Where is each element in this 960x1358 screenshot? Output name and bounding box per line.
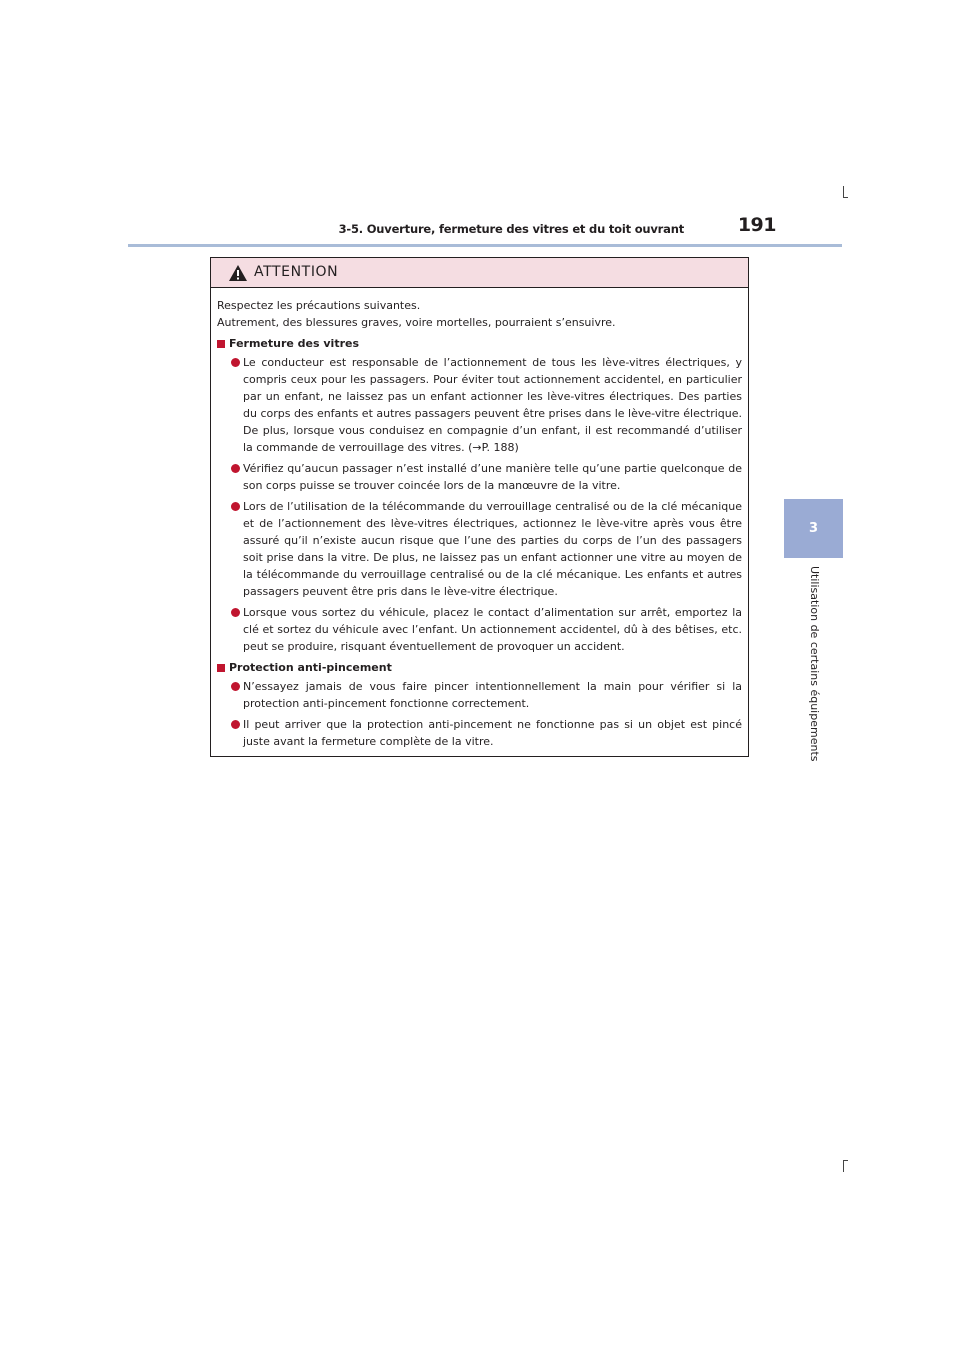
crop-mark-top-tick [843,197,848,198]
red-square-icon [217,340,225,348]
crop-mark-bottom-tick [843,1160,848,1161]
warning-header [211,258,748,288]
intro-line: Respectez les précautions suivantes. [217,299,421,312]
red-dot-icon [231,608,240,617]
red-dot-icon [231,720,240,729]
section-title-text: Protection anti-pincement [229,661,392,674]
chapter-tab: 3 [784,499,843,558]
bullet-item [217,460,742,494]
bullet-item [217,678,742,712]
section-title [217,659,742,676]
bullet-text: Lors de l’utilisation de la télécommande du verrouillage centralisé ou de la clé mécanique et de l’actionnement des lève-vitres électriques, actionnez le lève-vitre après vous être assuré qu’il n’existe aucun risque que l’une des parties du corps de l’un des passagers soit prise dans la vitre. De plus, ne laissez pas un enfant actionner une vitre au moyen de la télécommande du verrouillage centralisé ou de la clé mécanique. Les enfants et autres passagers peuvent être pris dans le lève-vitre électrique. [243,500,742,598]
bullet-item [217,716,742,750]
red-dot-icon [231,682,240,691]
bullet-item [217,604,742,655]
bullet-item [217,354,742,456]
warning-body [211,288,748,750]
section-anti-pinch [217,659,742,750]
header-rule [128,244,842,247]
bullet-text: Le conducteur est responsable de l’actionnement de tous les lève-vitres électriques, y compris ceux pour les passagers. Pour éviter tout actionnement accidentel, en particulier par un enfant, ne laissez pas un enfant actionner les lève-vitres électriques. Des parties du corps des enfants et autres passagers peuvent être prises dans le lève-vitre électrique. De plus, lorsque vous conduisez en compagnie d’un enfant, il est recommandé d’utiliser la commande de verrouillage des vitres. (→P. 188) [243,356,742,454]
bullet-text: N’essayez jamais de vous faire pincer intentionnellement la main pour vérifier si la protection anti-pincement fonctionne correctement. [243,680,742,710]
section-header-title: 3-5. Ouverture, fermeture des vitres et du toit ouvrant [338,222,684,236]
warning-box [210,257,749,757]
red-dot-icon [231,464,240,473]
bullet-text: Lorsque vous sortez du véhicule, placez le contact d’alimentation sur arrêt, emportez la clé et sortez du véhicule avec l’enfant. Un actionnement accidentel, dû à des bêtises, etc. peut se produire, risquant éventuellement de provoquer un accident. [243,606,742,653]
warning-triangle-icon [228,264,248,282]
section-title-text: Fermeture des vitres [229,337,360,350]
red-dot-icon [231,358,240,367]
page-number: 191 [737,214,776,236]
section-window-closing [217,335,742,655]
intro-line: Autrement, des blessures graves, voire mortelles, pourraient s’ensuivre. [217,316,616,329]
red-square-icon [217,664,225,672]
section-title [217,335,742,352]
crop-mark-bottom [843,1160,844,1172]
bullet-text: Il peut arriver que la protection anti-pincement ne fonctionne pas si un objet est pincé juste avant la fermeture complète de la vitre. [243,718,742,748]
chapter-title-vertical: Utilisation de certains équipements [808,566,821,762]
warning-title: ATTENTION [254,264,339,280]
bullet-text: Vérifiez qu’aucun passager n’est installé d’une manière telle qu’une partie quelconque de son corps puisse se trouver coincée lors de la manœuvre de la vitre. [243,462,742,492]
red-dot-icon [231,502,240,511]
warning-intro [217,297,742,331]
bullet-item [217,498,742,600]
